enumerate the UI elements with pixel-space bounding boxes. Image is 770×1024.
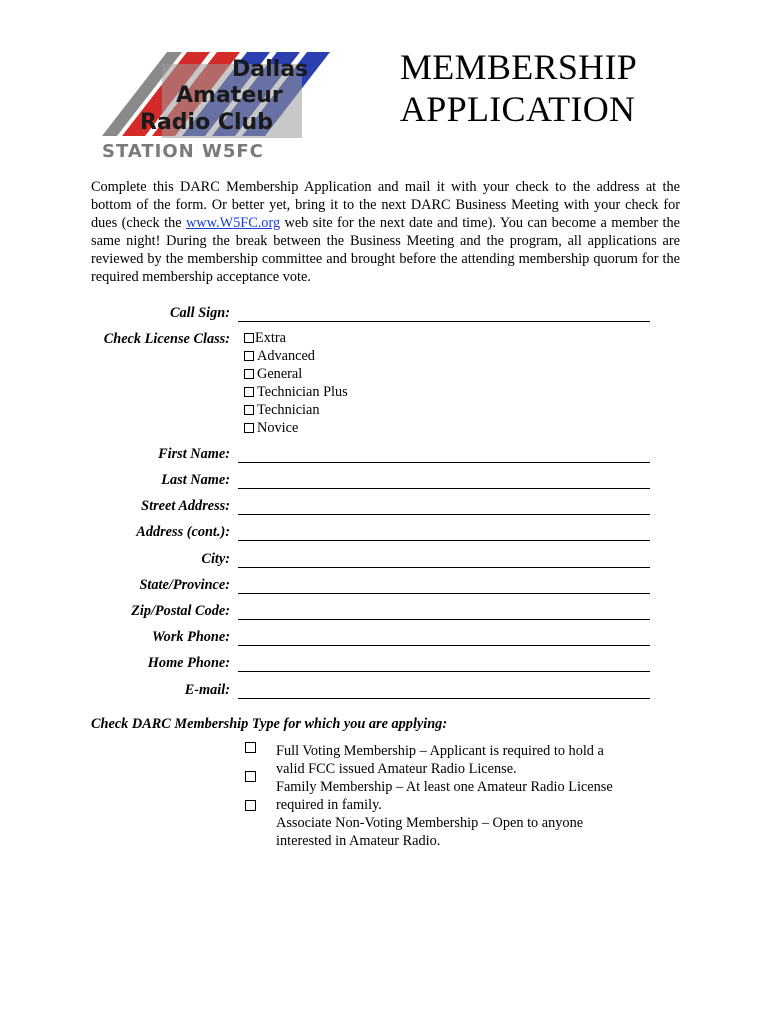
address-cont-field[interactable]	[0, 522, 770, 544]
first-name-label: First Name:	[158, 446, 230, 462]
membership-line: Associate Non-Voting Membership – Open to anyone	[276, 815, 584, 831]
license-technician[interactable]	[244, 401, 348, 419]
call-sign-line[interactable]	[238, 321, 650, 322]
title-line-2: APPLICATION	[400, 89, 636, 129]
checkbox-icon[interactable]	[244, 369, 254, 379]
license-class-label: Check License Class:	[103, 331, 230, 347]
logo-station: STATION W5FC	[102, 141, 264, 162]
address-cont-label: Address (cont.):	[136, 524, 230, 540]
license-novice[interactable]	[244, 419, 348, 437]
license-label: Advanced	[257, 348, 315, 364]
license-label: Technician Plus	[257, 384, 348, 400]
street-address-label: Street Address:	[141, 498, 230, 514]
logo-line-2: Amateur	[176, 83, 283, 108]
darc-logo	[92, 44, 342, 164]
checkbox-icon[interactable]	[244, 405, 254, 415]
membership-type-heading: Check DARC Membership Type for which you are applying:	[91, 716, 448, 732]
state-label: State/Province:	[139, 577, 230, 593]
checkbox-icon[interactable]	[244, 351, 254, 361]
license-label: Extra	[255, 330, 286, 346]
first-name-line[interactable]	[238, 462, 650, 463]
last-name-field[interactable]	[0, 470, 770, 492]
call-sign-field[interactable]	[0, 303, 770, 325]
call-sign-label: Call Sign:	[170, 305, 230, 321]
full-voting-checkbox[interactable]	[245, 742, 256, 753]
title-line-1: MEMBERSHIP	[400, 47, 638, 87]
license-class-list	[244, 329, 348, 437]
city-label: City:	[201, 551, 230, 567]
first-name-field[interactable]	[0, 444, 770, 466]
license-advanced[interactable]	[244, 347, 348, 365]
street-address-field[interactable]	[0, 496, 770, 518]
work-phone-label: Work Phone:	[152, 629, 230, 645]
membership-line: Family Membership – At least one Amateur Radio License	[276, 779, 613, 795]
city-field[interactable]	[0, 549, 770, 571]
zip-field[interactable]	[0, 601, 770, 623]
license-technician-plus[interactable]	[244, 383, 348, 401]
zip-line[interactable]	[238, 619, 650, 620]
membership-line: required in family.	[276, 797, 382, 813]
street-address-line[interactable]	[238, 514, 650, 515]
intro-text-before: Complete this DARC Membership Application and mail it with your check to the address at the bottom of the form. Or better yet, bring it to the next DARC Business Meeting with your check for dues (check the	[91, 179, 680, 231]
home-phone-field[interactable]	[0, 653, 770, 675]
work-phone-field[interactable]	[0, 627, 770, 649]
checkbox-icon[interactable]	[244, 423, 254, 433]
membership-line: Full Voting Membership – Applicant is required to hold a	[276, 743, 604, 759]
membership-line: interested in Amateur Radio.	[276, 833, 441, 849]
membership-type-descriptions	[276, 742, 656, 850]
state-line[interactable]	[238, 593, 650, 594]
intro-paragraph	[91, 178, 680, 286]
email-line[interactable]	[238, 698, 650, 699]
license-label: General	[257, 366, 303, 382]
logo-line-3: Radio Club	[140, 110, 273, 135]
logo-line-1: Dallas	[232, 57, 309, 82]
home-phone-line[interactable]	[238, 671, 650, 672]
work-phone-line[interactable]	[238, 645, 650, 646]
state-field[interactable]	[0, 575, 770, 597]
checkbox-icon[interactable]	[244, 387, 254, 397]
email-field[interactable]	[0, 680, 770, 702]
website-link[interactable]: www.W5FC.org	[185, 215, 281, 231]
checkbox-icon[interactable]	[244, 333, 254, 343]
license-general[interactable]	[244, 365, 348, 383]
email-label: E-mail:	[184, 682, 230, 698]
license-extra[interactable]	[244, 329, 348, 347]
address-cont-line[interactable]	[238, 540, 650, 541]
city-line[interactable]	[238, 567, 650, 568]
membership-line: valid FCC issued Amateur Radio License.	[276, 761, 517, 777]
last-name-label: Last Name:	[161, 472, 230, 488]
last-name-line[interactable]	[238, 488, 650, 489]
license-label: Novice	[257, 420, 299, 436]
license-label: Technician	[257, 402, 320, 418]
home-phone-label: Home Phone:	[147, 655, 230, 671]
intro-text-after: web site for the next date and time). You can become a member the same night! During the break between the Business Meeting and the program, all applications are reviewed by the membership committee and brought before the attending membership quorum for the required membership acceptance vote.	[91, 215, 680, 285]
associate-checkbox[interactable]	[245, 800, 256, 811]
page-title	[400, 46, 740, 130]
family-checkbox[interactable]	[245, 771, 256, 782]
zip-label: Zip/Postal Code:	[131, 603, 230, 619]
